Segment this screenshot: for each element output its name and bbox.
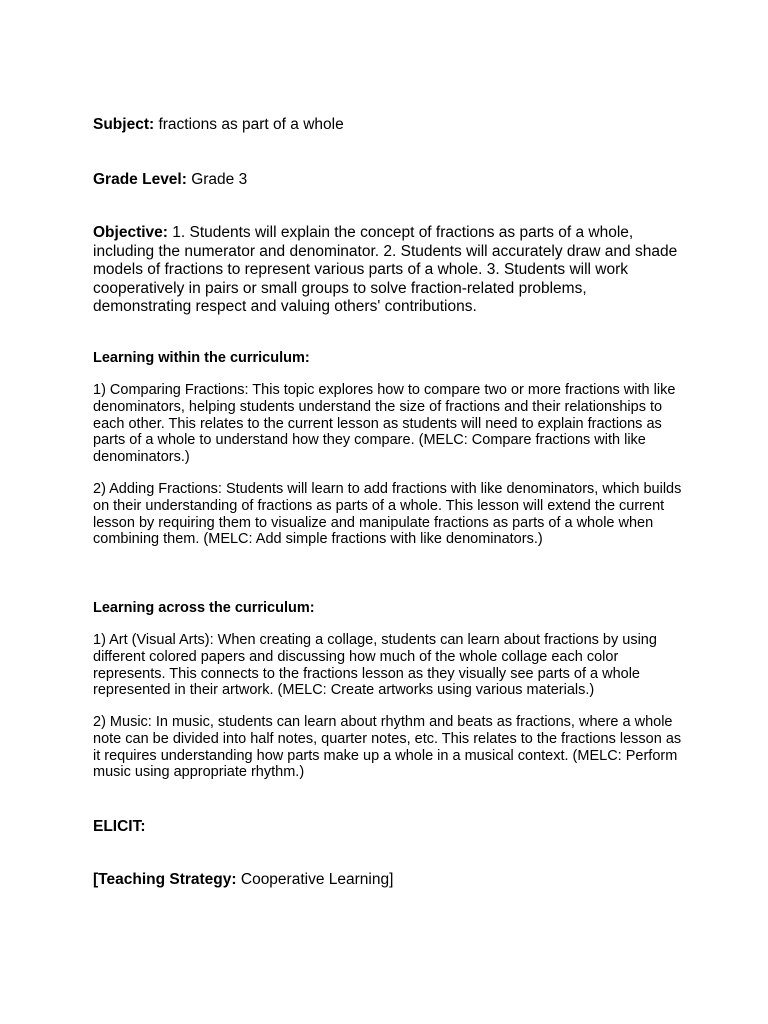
- teaching-strategy-label: Teaching Strategy:: [98, 871, 237, 888]
- objective-label: Objective:: [93, 224, 168, 241]
- within-curriculum-heading: Learning within the curriculum:: [93, 350, 310, 366]
- within-curriculum-item-2: 2) Adding Fractions: Students will learn to add fractions with like denominators, which builds on their understanding of fractions as parts of a whole. This lesson will extend the current lesson by requiring them to visualize and manipulate fractions as parts of a whole when combining them. (MELC: Add simple fractions with like denominators.): [93, 481, 682, 548]
- grade-level-value: Grade 3: [191, 171, 248, 188]
- subject-line: [93, 116, 683, 135]
- teaching-strategy-line: [93, 871, 683, 890]
- across-curriculum-item-1: 1) Art (Visual Arts): When creating a collage, students can learn about fractions by using different colored papers and discussing how much of the whole collage each color represents. This connects to the fractions lesson as they visually see parts of a whole represented in their artwork. (MELC: Create artworks using various materials.): [93, 632, 657, 699]
- across-curriculum-item-2: 2) Music: In music, students can learn about rhythm and beats as fractions, where a whole note can be divided into half notes, quarter notes, etc. This relates to the fractions lesson as it requires understanding how parts make up a whole in a musical context. (MELC: Perform music using appropriate rhythm.): [93, 714, 682, 781]
- objective-block: [93, 224, 683, 317]
- across-curriculum-heading: Learning across the curriculum:: [93, 600, 315, 616]
- subject-value: fractions as part of a whole: [158, 116, 344, 133]
- objective-text: 1. Students will explain the concept of fractions as parts of a whole, including the numerator and denominator. 2. Students will accurately draw and shade models of fractions to represent various parts of a whole. 3. Students will work cooperatively in pairs or small groups to solve fraction-related problems, demonstrating respect and valuing others' contributions.: [93, 224, 678, 315]
- teaching-strategy-value: Cooperative Learning: [240, 871, 390, 888]
- within-curriculum-item-1: 1) Comparing Fractions: This topic explores how to compare two or more fractions with like denominators, helping students understand the size of fractions and their relationships to each other. This relates to the current lesson as students will need to explain fractions as parts of a whole to understand how they compare. (MELC: Compare fractions with like denominators.): [93, 382, 676, 466]
- subject-label: Subject:: [93, 116, 155, 133]
- teaching-strategy-close-bracket: ]: [389, 871, 394, 888]
- elicit-heading: ELICIT:: [93, 818, 146, 835]
- grade-level-line: [93, 171, 683, 190]
- grade-level-label: Grade Level:: [93, 171, 187, 188]
- teaching-strategy-open-bracket: [: [93, 871, 99, 888]
